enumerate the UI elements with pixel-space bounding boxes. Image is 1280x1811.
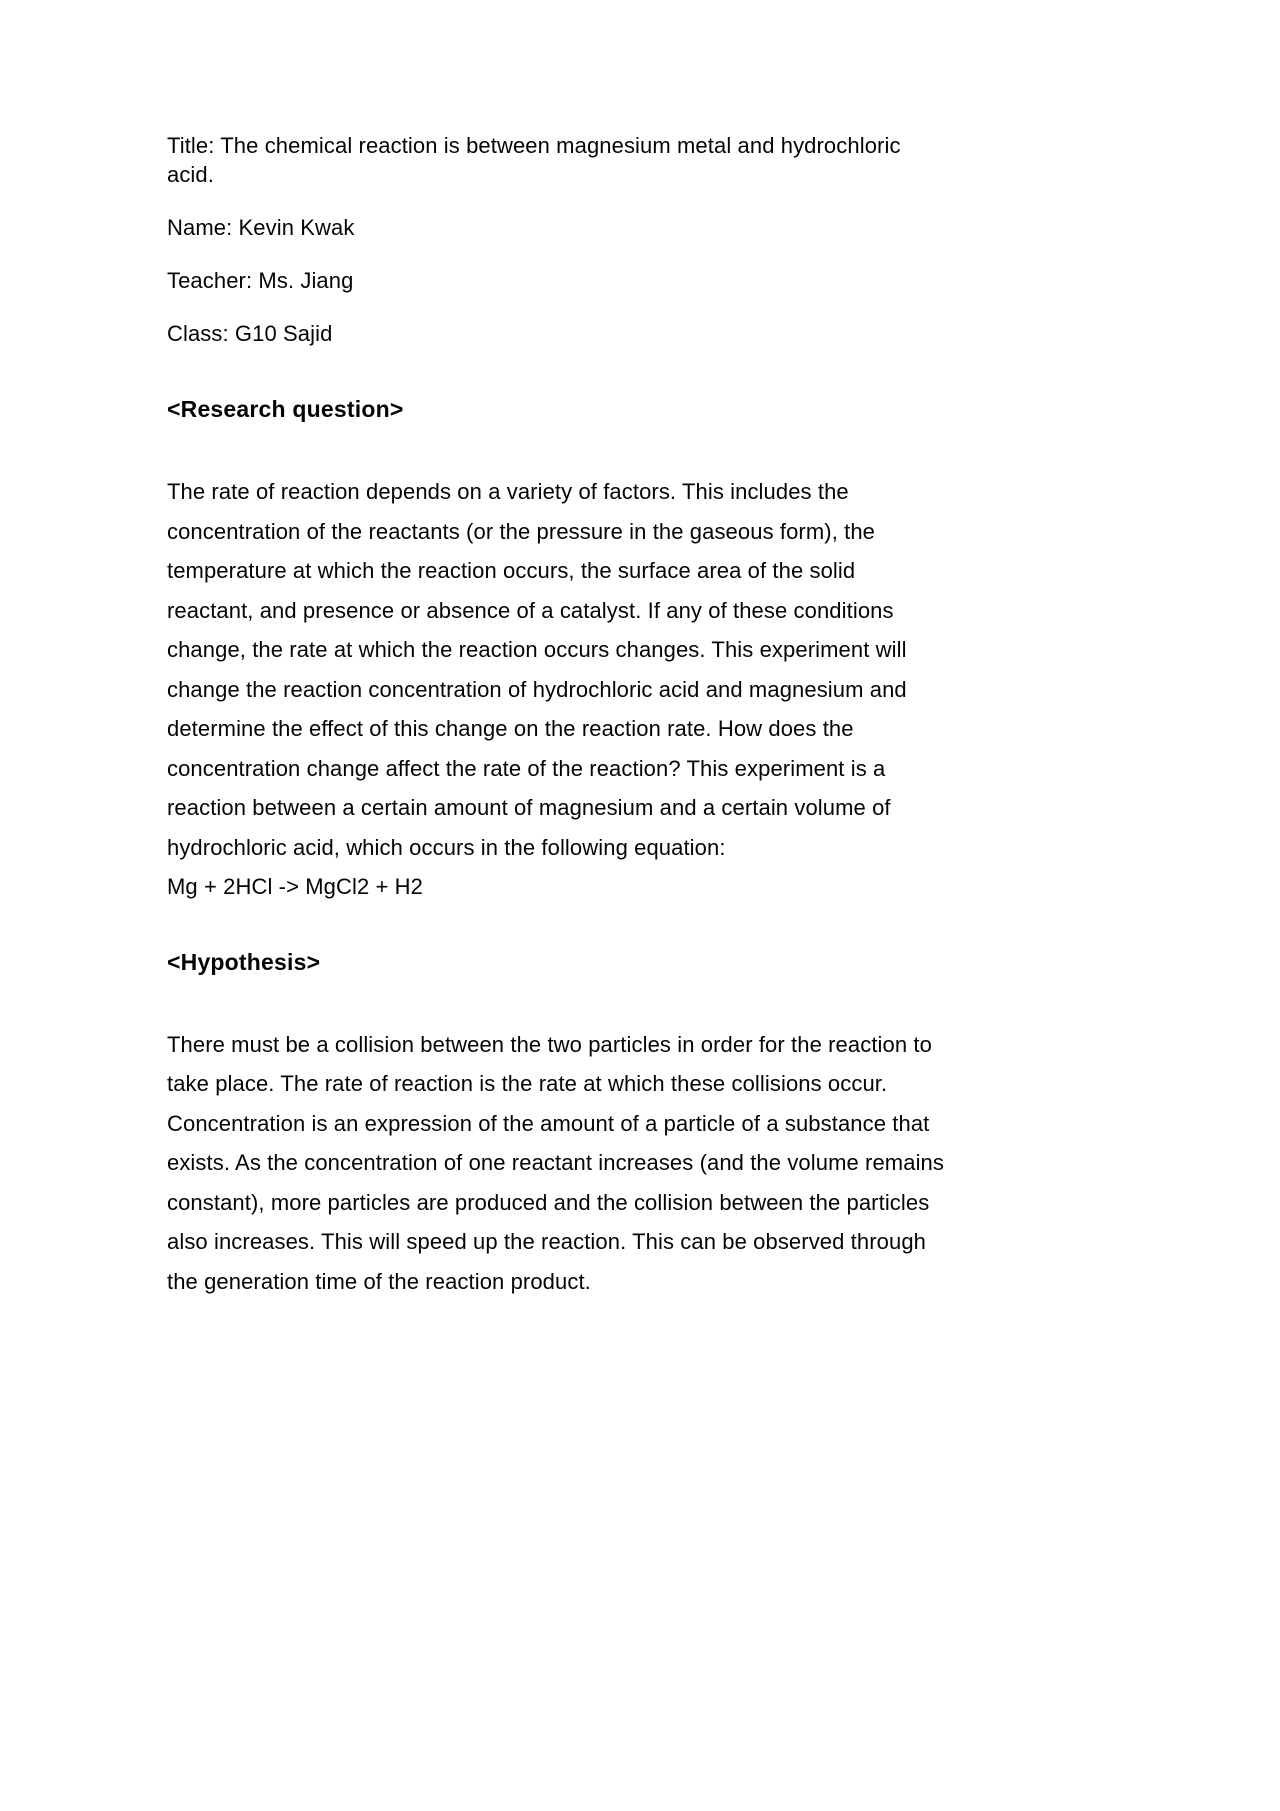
document-content: [167, 131, 947, 1301]
chemical-equation: Mg + 2HCl -> MgCl2 + H2: [167, 874, 423, 899]
hypothesis-paragraph: There must be a collision between the two particles in order for the reaction to take place. The rate of reaction is the rate at which these collisions occur. Concentration is an expression of the amount of a particle of a substance that exists. As the concentration of one reactant increases (and the volume remains constant), more particles are produced and the collision between the particles also increases. This will speed up the reaction. This can be observed through the generation time of the reaction product.: [167, 1031, 944, 1294]
name-line: Name: Kevin Kwak: [167, 215, 355, 240]
research-question-paragraph: The rate of reaction depends on a variety of factors. This includes the concentration of the reactants (or the pressure in the gaseous form), the temperature at which the reaction occurs, the surface area of the solid reactant, and presence or absence of a catalyst. If any of these conditions change, the rate at which the reaction occurs changes. This experiment will change the reaction concentration of hydrochloric acid and magnesium and determine the effect of this change on the reaction rate. How does the concentration change affect the rate of the reaction? This experiment is a reaction between a certain amount of magnesium and a certain volume of hydrochloric acid, which occurs in the following equation:: [167, 479, 907, 860]
title-line: Title: The chemical reaction is between magnesium metal and hydrochloric acid.: [167, 133, 901, 187]
research-question-heading: <Research question>: [167, 396, 404, 422]
hypothesis-heading: <Hypothesis>: [167, 948, 321, 975]
class-line: Class: G10 Sajid: [167, 321, 333, 346]
teacher-line: Teacher: Ms. Jiang: [167, 268, 354, 293]
